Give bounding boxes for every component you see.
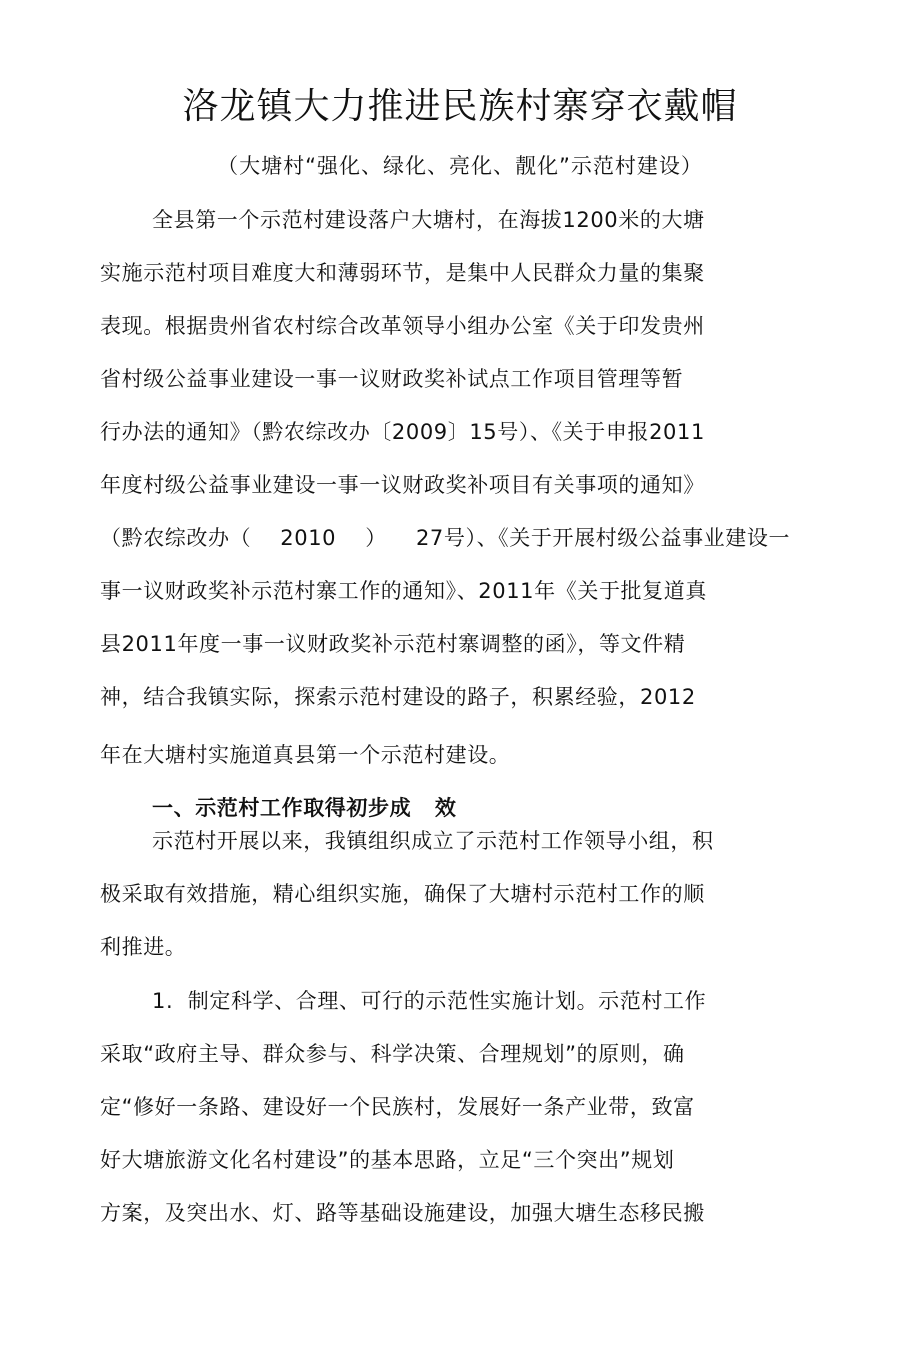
document-subtitle: （大塘村“强化、绿化、亮化、靓化”示范村建设） [217, 154, 703, 178]
paragraph-line: 实施示范村项目难度大和薄弱环节，是集中人民群众力量的集聚 [100, 261, 705, 285]
paragraph-line: 年在大塘村实施道真县第一个示范村建设。 [100, 743, 511, 767]
paragraph-line: 示范村开展以来，我镇组织成立了示范村工作领导小组，积 [152, 829, 714, 853]
paragraph-line: 定“修好一条路、建设好一个民族村，发展好一条产业带，致富 [100, 1095, 695, 1119]
paragraph-line: 采取“政府主导、群众参与、科学决策、合理规划”的原则，确 [100, 1042, 685, 1066]
paragraph-line: （黔农综改办（ 2010 ） 27号）、《关于开展村级公益事业建设一 [100, 526, 791, 550]
document-title: 洛龙镇大力推进民族村寨穿衣戴帽 [182, 86, 738, 127]
paragraph-line: 年度村级公益事业建设一事一议财政奖补项目有关事项的通知》 [100, 473, 705, 497]
paragraph-line: 县2011年度一事一议财政奖补示范村寨调整的函》，等文件精 [100, 632, 686, 656]
paragraph-line: 1. 制定科学、合理、可行的示范性实施计划。示范村工作 [152, 989, 707, 1013]
paragraph-line: 行办法的通知》（黔农综改办〔2009〕15号）、《关于申报2011 [100, 420, 705, 444]
paragraph-line: 神，结合我镇实际，探索示范村建设的路子，积累经验，2012 [100, 685, 696, 709]
section-heading: 一、示范村工作取得初步成 效 [152, 796, 457, 820]
paragraph-line: 表现。根据贵州省农村综合改革领导小组办公室《关于印发贵州 [100, 314, 705, 338]
paragraph-line: 全县第一个示范村建设落户大塘村，在海拔1200米的大塘 [152, 208, 705, 232]
paragraph-line: 方案，及突出水、灯、路等基础设施建设，加强大塘生态移民搬 [100, 1201, 705, 1225]
paragraph-line: 省村级公益事业建设一事一议财政奖补试点工作项目管理等暂 [100, 367, 684, 391]
paragraph-line: 极采取有效措施，精心组织实施，确保了大塘村示范村工作的顺 [100, 882, 705, 906]
paragraph-line: 事一议财政奖补示范村寨工作的通知》、2011年《关于批复道真 [100, 579, 707, 603]
paragraph-line: 利推进。 [100, 935, 187, 959]
paragraph-line: 好大塘旅游文化名村建设”的基本思路，立足“三个突出”规划 [100, 1148, 675, 1172]
